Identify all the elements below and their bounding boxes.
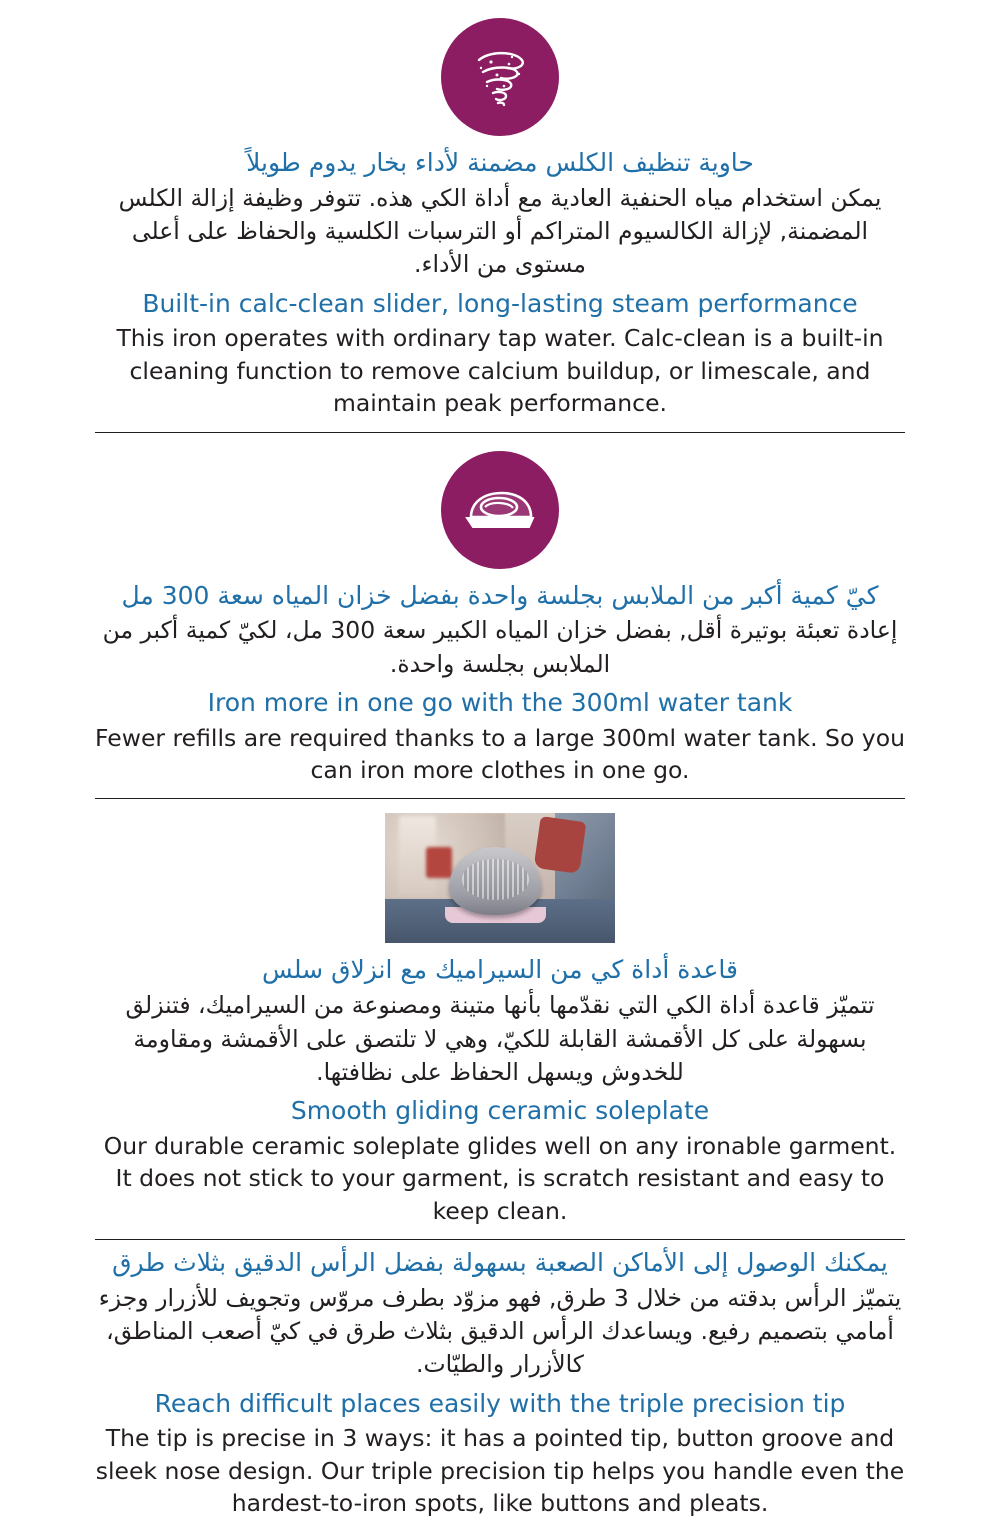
section-divider (95, 1239, 905, 1240)
feature-section-calc-clean (0, 0, 1000, 420)
steam-swirl-icon (441, 18, 559, 136)
icon-container (95, 0, 905, 140)
feature-section-precision-tip (0, 1246, 1000, 1520)
section-body-english: Our durable ceramic soleplate glides well on any ironable garment. It does not stick to your garment, is scratch resistant and easy to keep clean. (103, 1131, 897, 1225)
image-container (95, 799, 905, 947)
section-body-arabic: يمكن استخدام مياه الحنفية العادية مع أداة الكي هذه. تتوفر وظيفة إزالة الكلس المضمنة, لإزالة الكالسيوم المتراكم أو الترسبات الكلسية والحفاظ على أعلى مستوى من الأداء. (118, 183, 882, 279)
section-heading-arabic: يمكنك الوصول إلى الأماكن الصعبة بسهولة بفضل الرأس الدقيق بثلاث طرق (112, 1248, 888, 1277)
iron-water-tank-icon (441, 451, 559, 569)
feature-section-water-tank (0, 433, 1000, 787)
section-body-arabic: إعادة تعبئة بوتيرة أقل, بفضل خزان المياه الكبير سعة 300 مل، لكيّ كمية أكبر من الملابس بجلسة واحدة. (102, 616, 898, 678)
feature-section-ceramic-soleplate (0, 799, 1000, 1227)
section-body-english: This iron operates with ordinary tap water. Calc-clean is a built-in cleaning function to remove calcium buildup, or limescale, and maintain peak performance. (116, 324, 884, 418)
soleplate-photo (385, 813, 615, 943)
section-heading-english: Iron more in one go with the 300ml water tank (207, 688, 793, 718)
section-body-english: The tip is precise in 3 ways: it has a pointed tip, button groove and sleek nose design. Our triple precision tip helps you handle even the hardest-to-iron spots, like buttons and pleats. (95, 1424, 905, 1518)
section-heading-arabic: قاعدة أداة كي من السيراميك مع انزلاق سلس (262, 955, 738, 985)
section-body-english: Fewer refills are required thanks to a large 300ml water tank. So you can iron more clothes in one go. (95, 723, 905, 784)
section-heading-arabic: حاوية تنظيف الكلس مضمنة لأداء بخار يدوم طويلاً (246, 148, 754, 177)
section-heading-english: Smooth gliding ceramic soleplate (290, 1096, 710, 1126)
section-heading-arabic: كيّ كمية أكبر من الملابس بجلسة واحدة بفضل خزان المياه سعة 300 مل (121, 580, 879, 610)
section-body-arabic: تتميّز قاعدة أداة الكي التي نقدّمها بأنها متينة ومصنوعة من السيراميك، فتنزلق بسهولة على كل الأقمشة القابلة للكيّ، وهي لا تلتصق على الأقمشة ومقاومة للخدوش ويسهل الحفاظ على نظافتها. (125, 991, 875, 1086)
section-heading-english: Built-in calc-clean slider, long-lasting steam performance (142, 288, 858, 318)
icon-container (95, 433, 905, 573)
section-heading-english: Reach difficult places easily with the triple precision tip (154, 1388, 846, 1418)
section-body-arabic: يتميّز الرأس بدقته من خلال 3 طرق, فهو مزوّد بطرف مروّس وتجويف للأزرار وجزء أمامي بتصميم رفيع. ويساعدك الرأس الدقيق بثلاث طرق في كيّ أصعب المناطق، كالأزرار والطيّات. (98, 1283, 902, 1379)
